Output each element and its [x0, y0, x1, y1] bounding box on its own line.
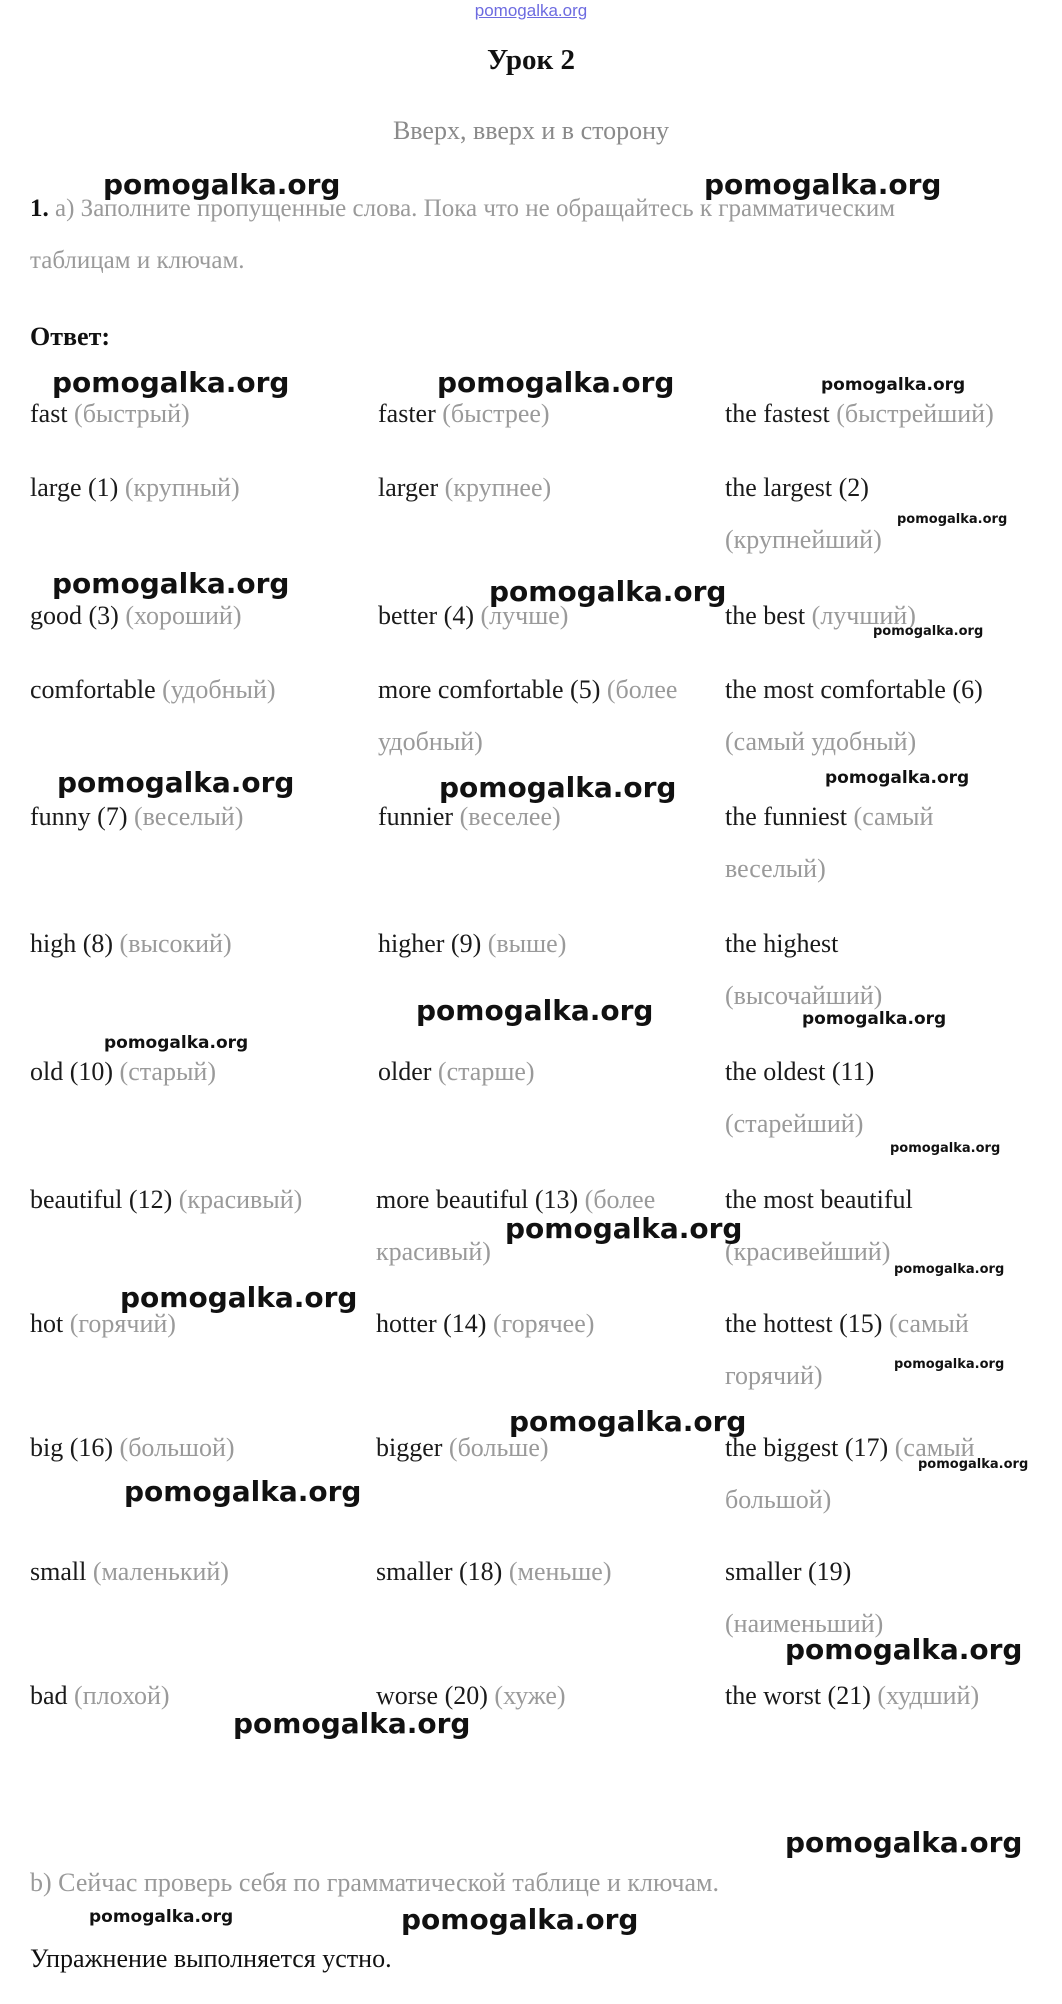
word-comparative: worse (20) (хуже)	[376, 1681, 566, 1710]
watermark: pomogalka.org	[894, 1357, 1005, 1372]
watermark: pomogalka.org	[89, 1907, 234, 1927]
word-superlative: the most comfortable (6) (самый удобный)	[725, 675, 983, 756]
watermark: pomogalka.org	[57, 766, 295, 799]
word-comparative: higher (9) (выше)	[378, 929, 567, 958]
watermark: pomogalka.org	[439, 771, 677, 804]
lesson-subtitle: Вверх, вверх и в сторону	[392, 116, 670, 145]
watermark: pomogalka.org	[890, 1141, 1001, 1156]
word-superlative: the biggest (17) (самый большой)	[725, 1433, 975, 1514]
watermark: pomogalka.org	[802, 1009, 947, 1029]
word-base: comfortable (удобный)	[30, 675, 276, 704]
word-comparative: more beautiful (13) (более красивый)	[376, 1185, 656, 1266]
watermark: pomogalka.org	[52, 567, 290, 600]
watermark: pomogalka.org	[489, 575, 727, 608]
watermark: pomogalka.org	[918, 1457, 1029, 1472]
word-comparative: hotter (14) (горячее)	[376, 1309, 595, 1338]
watermark: pomogalka.org	[401, 1903, 639, 1936]
word-comparative: faster (быстрее)	[378, 399, 550, 428]
word-superlative: the fastest (быстрейший)	[725, 399, 994, 428]
site-url-link[interactable]: pomogalka.org	[474, 1, 588, 20]
word-base: bad (плохой)	[30, 1681, 170, 1710]
word-comparative: funnier (веселее)	[378, 802, 561, 831]
watermark: pomogalka.org	[505, 1212, 743, 1245]
word-base: small (маленький)	[30, 1557, 229, 1586]
word-comparative: bigger (больше)	[376, 1433, 549, 1462]
watermark: pomogalka.org	[52, 366, 290, 399]
word-base: beautiful (12) (красивый)	[30, 1185, 303, 1214]
watermark: pomogalka.org	[897, 512, 1008, 527]
watermark: pomogalka.org	[825, 768, 970, 788]
word-superlative: smaller (19) (наименьший)	[725, 1557, 884, 1638]
watermark: pomogalka.org	[233, 1707, 471, 1740]
lesson-title: Урок 2	[487, 44, 575, 76]
word-superlative: the oldest (11) (старейший)	[725, 1057, 875, 1138]
word-superlative: the best (лучший)	[725, 601, 916, 630]
part-b-instruction: b) Сейчас проверь себя по грамматической таблице и ключам.	[30, 1868, 719, 1897]
task-number: 1.	[30, 195, 49, 222]
word-base: fast (быстрый)	[30, 399, 190, 428]
word-comparative: smaller (18) (меньше)	[376, 1557, 612, 1586]
task-text: а) Заполните пропущенные слова. Пока что не обращайтесь к грамматическим таблицам и ключам.	[30, 195, 896, 274]
word-base: funny (7) (веселый)	[30, 802, 244, 831]
watermark: pomogalka.org	[103, 168, 341, 201]
watermark: pomogalka.org	[120, 1281, 358, 1314]
word-comparative: more comfortable (5) (более удобный)	[378, 675, 678, 756]
watermark: pomogalka.org	[104, 1033, 249, 1053]
word-superlative: the worst (21) (худший)	[725, 1681, 980, 1710]
watermark: pomogalka.org	[785, 1826, 1023, 1859]
watermark: pomogalka.org	[894, 1262, 1005, 1277]
word-comparative: better (4) (лучше)	[378, 601, 569, 630]
answer-label: Ответ:	[30, 322, 111, 351]
word-superlative: the funniest (самый веселый)	[725, 802, 934, 883]
watermark: pomogalka.org	[416, 994, 654, 1027]
word-base: big (16) (большой)	[30, 1433, 235, 1462]
word-base: large (1) (крупный)	[30, 473, 240, 502]
word-comparative: larger (крупнее)	[378, 473, 552, 502]
final-answer: Упражнение выполняется устно.	[30, 1944, 392, 1973]
watermark: pomogalka.org	[821, 375, 966, 395]
watermark: pomogalka.org	[124, 1475, 362, 1508]
word-comparative: older (старше)	[378, 1057, 535, 1086]
word-base: hot (горячий)	[30, 1309, 176, 1338]
watermark: pomogalka.org	[873, 624, 984, 639]
word-base: old (10) (старый)	[30, 1057, 217, 1086]
word-base: high (8) (высокий)	[30, 929, 232, 958]
word-superlative: the most beautiful (красивейший)	[725, 1185, 913, 1266]
word-superlative: the highest (высочайший)	[725, 929, 883, 1010]
watermark: pomogalka.org	[785, 1633, 1023, 1666]
watermark: pomogalka.org	[437, 366, 675, 399]
watermark: pomogalka.org	[509, 1405, 747, 1438]
watermark: pomogalka.org	[704, 168, 942, 201]
word-base: good (3) (хороший)	[30, 601, 242, 630]
word-superlative: the hottest (15) (самый горячий)	[725, 1309, 969, 1390]
word-superlative: the largest (2) (крупнейший)	[725, 473, 882, 554]
